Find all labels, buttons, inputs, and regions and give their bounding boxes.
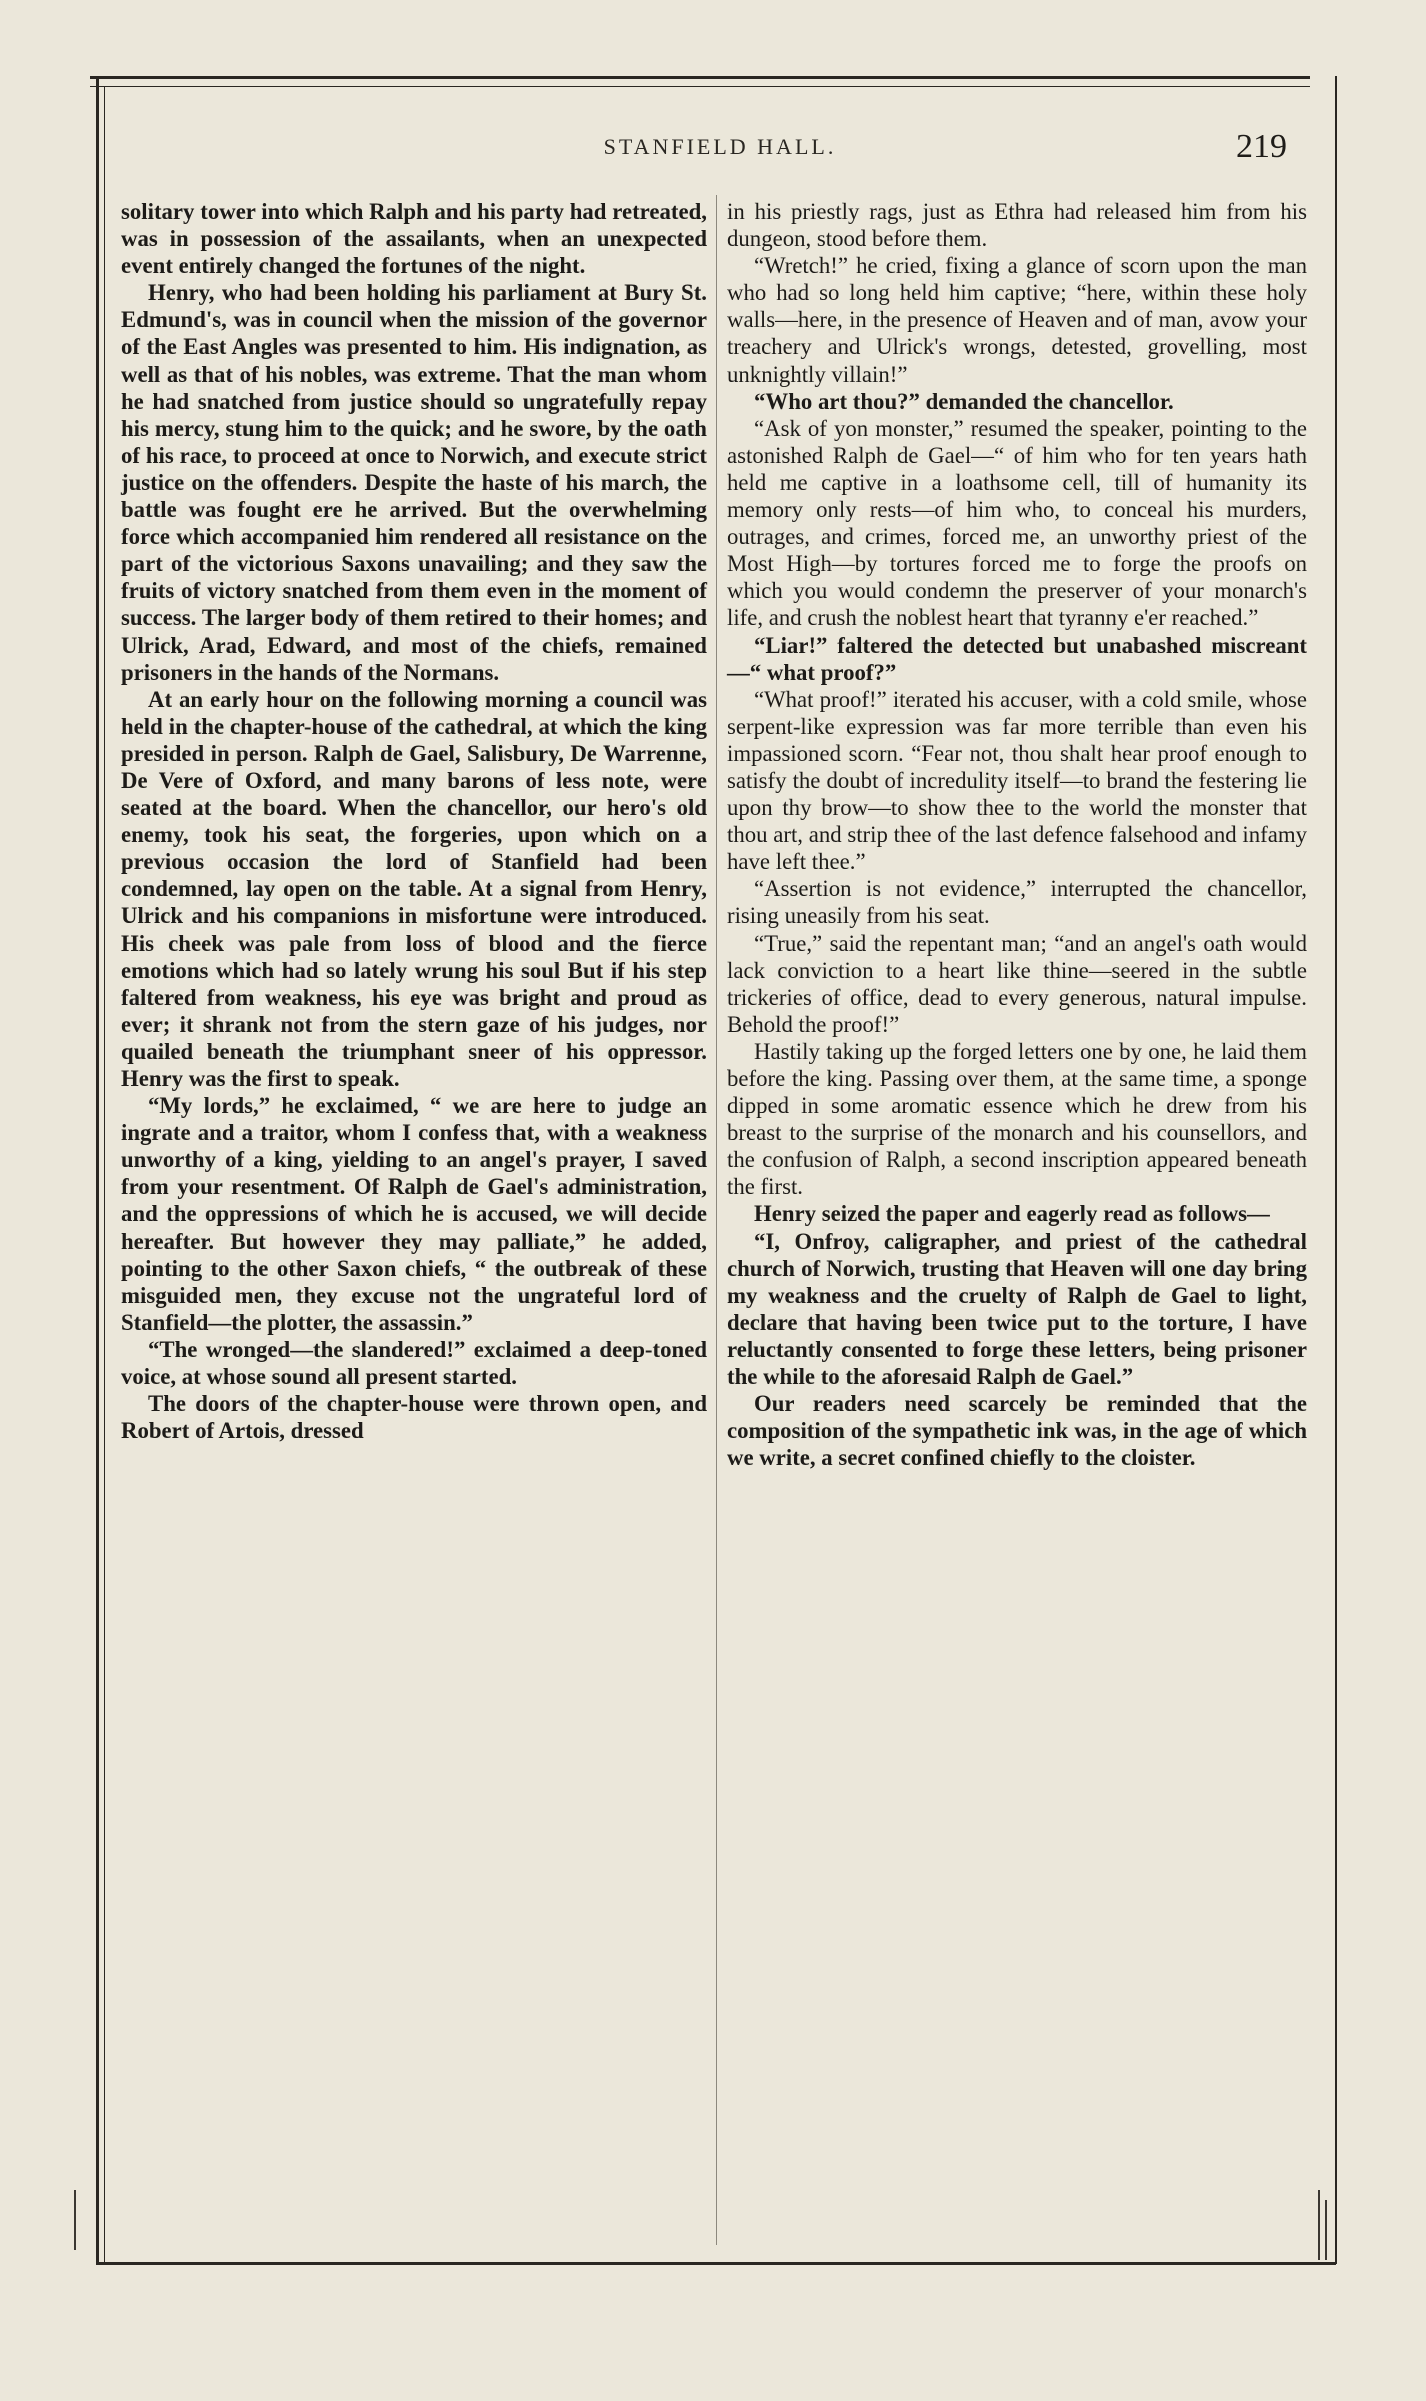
paragraph: “Assertion is not evidence,” interrupted the chancellor, rising uneasily from his seat.: [727, 876, 1307, 929]
paragraph: “My lords,” he exclaimed, “ we are here to judge an ingrate and a traitor, whom I confess that, with a weakness unworthy of a king, yielding to an angel's prayer, I saved from your resentment. Of Ralph de Gael's administration, and the oppressions of which he is accused, we will decide hereafter. But however they may palliate,” he added, pointing to the other Saxon chiefs, “ the outbreak of these misguided men, they excuse not the ungrateful lord of Stanfield—the plotter, the assassin.”: [121, 1093, 707, 1335]
left-column: [121, 198, 707, 1444]
paragraph: Hastily taking up the forged letters one by one, he laid them before the king. Passing over them, at the same time, a sponge dipped in some aromatic essence which he drew from his breast to the surprise of the monarch and his counsellors, and the confusion of Ralph, a second inscription appeared beneath the first.: [727, 1038, 1307, 1200]
paragraph: “Wretch!” he cried, fixing a glance of scorn upon the man who had so long held him captive; “here, within these holy walls—here, in the presence of Heaven and of man, avow your treachery and Ulrick's wrongs, detested, grovelling, most unknightly villain!”: [727, 253, 1307, 387]
margin-mark: [1318, 2190, 1320, 2260]
paragraph: “Ask of yon monster,” resumed the speaker, pointing to the astonished Ralph de Gael—“ of him who for ten years hath held me captive in a loathsome cell, till of humanity its memory only rests—of him who, to conceal his murders, outrages, and crimes, forced me, an unworthy priest of the Most High—by tortures forced me to forge the proofs on which you would condemn the preserver of your monarch's life, and crush the noblest heart that tyranny e'er reached.”: [727, 415, 1307, 631]
paragraph: The doors of the chapter-house were thrown open, and Robert of Artois, dressed: [121, 1391, 707, 1444]
paragraph: “I, Onfroy, caligrapher, and priest of the cathedral church of Norwich, trusting that Heaven will one day bring my weakness and the cruelty of Ralph de Gael to light, declare that having been twice put to the torture, I have reluctantly consented to forge these letters, being prisoner the while to the aforesaid Ralph de Gael.”: [727, 1228, 1307, 1390]
margin-mark: [74, 2190, 76, 2250]
paragraph: in his priestly rags, just as Ethra had released him from his dungeon, stood before them.: [727, 199, 1307, 252]
running-head: [105, 128, 1335, 168]
right-border-rule: [1335, 76, 1337, 2264]
paragraph: “True,” said the repentant man; “and an angel's oath would lack conviction to a heart like thine—seered in the subtle trickeries of office, dead to every generous, natural impulse. Behold the proof!”: [727, 930, 1307, 1037]
running-title: STANFIELD HALL.: [603, 134, 837, 159]
right-column: [727, 198, 1307, 1471]
top-border-rule: [90, 76, 1310, 79]
paragraph: At an early hour on the following morning a council was held in the chapter-house of the cathedral, at which the king presided in person. Ralph de Gael, Salisbury, De Warrenne, De Vere of Oxford, and many barons of less note, were seated at the board. When the chancellor, our hero's old enemy, took his seat, the forgeries, upon which on a previous occasion the lord of Stanfield had been condemned, lay open on the table. At a signal from Henry, Ulrick and his companions in misfortune were introduced. His cheek was pale from loss of blood and the fierce emotions which had so lately wrung his soul But if his step faltered from weakness, his eye was bright and proud as ever; it shrank not from the stern gaze of his judges, nor quailed beneath the triumphant sneer of his oppressor. Henry was the first to speak.: [121, 686, 707, 1091]
margin-mark: [1325, 2200, 1327, 2260]
paragraph: “Who art thou?” demanded the chancellor.: [754, 388, 1174, 414]
paragraph: solitary tower into which Ralph and his party had retreated, was in possession of the assailants, when an unexpected event entirely changed the fortunes of the night.: [121, 199, 707, 279]
paragraph: “The wronged—the slandered!” exclaimed a deep-toned voice, at whose sound all present started.: [121, 1336, 707, 1390]
paragraph: “Liar!” faltered the detected but unabashed miscreant—“ what proof?”: [727, 632, 1307, 685]
bottom-border-rule: [96, 2262, 1336, 2265]
column-divider: [716, 195, 717, 2245]
paragraph: Our readers need scarcely be reminded that the composition of the sympathetic ink was, in the age of which we write, a secret confined chiefly to the cloister.: [727, 1391, 1307, 1471]
left-border-rule: [96, 76, 99, 2264]
paragraph: Henry seized the paper and eagerly read as follows—: [754, 1201, 1270, 1227]
paragraph: Henry, who had been holding his parliament at Bury St. Edmund's, was in council when the mission of the governor of the East Angles was presented to him. His indignation, as well as that of his nobles, was extreme. That the man whom he had snatched from justice should so ungratefully repay his mercy, stung him to the quick; and he swore, by the oath of his race, to proceed at once to Norwich, and execute strict justice on the offenders. Despite the haste of his march, the battle was fought ere he arrived. But the overwhelming force which accompanied him rendered all resistance on the part of the victorious Saxons unavailing; and they saw the fruits of victory snatched from them even in the moment of success. The larger body of them retired to their homes; and Ulrick, Arad, Edward, and most of the chiefs, remained prisoners in the hands of the Normans.: [121, 280, 707, 685]
top-border-inner-rule: [90, 86, 1310, 87]
left-border-inner-rule: [104, 86, 105, 2264]
paragraph: “What proof!” iterated his accuser, with a cold smile, whose serpent-like expression was far more terrible than even his impassioned scorn. “Fear not, thou shalt hear proof enough to satisfy the doubt of incredulity itself—to brand the festering lie upon thy brow—to show thee to the world the monster that thou art, and strip thee of the last defence falsehood and infamy have left thee.”: [727, 686, 1307, 875]
page-number: 219: [1236, 128, 1287, 165]
